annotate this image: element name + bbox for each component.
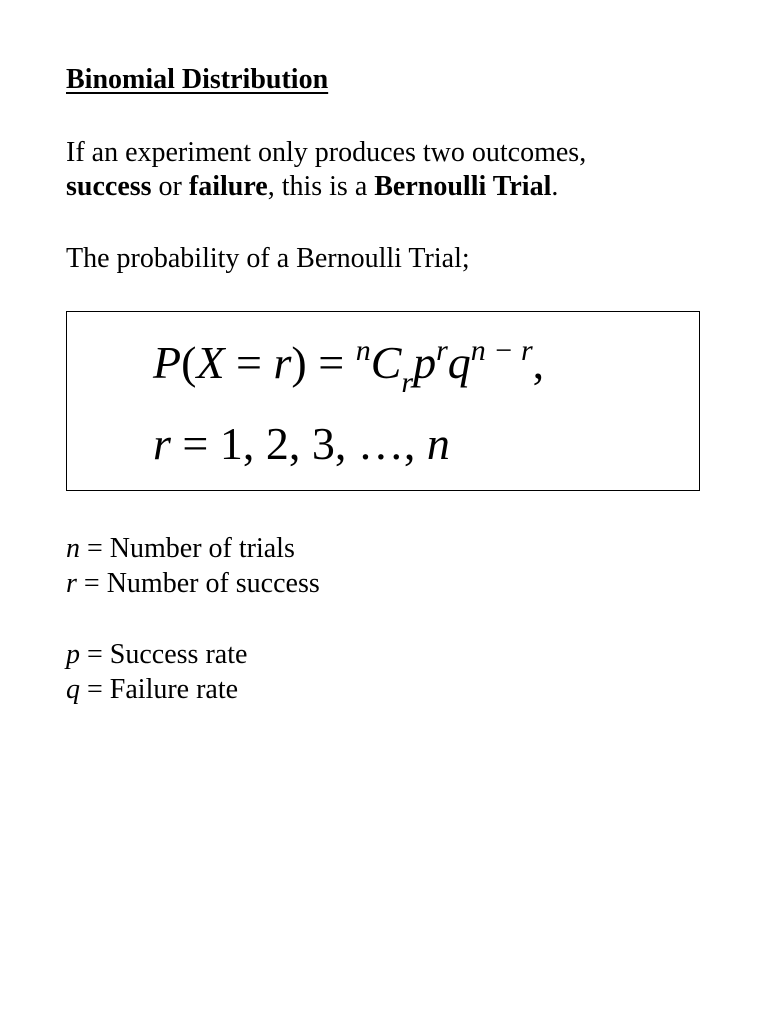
- formula-open-paren: (: [181, 337, 197, 388]
- formula-q: q: [447, 337, 471, 388]
- formula-sup-n-minus-r: n − r: [470, 334, 533, 367]
- formula-c: C: [370, 337, 402, 388]
- definition-symbol: q: [66, 674, 80, 705]
- formula-sub-r: r: [401, 366, 414, 399]
- definition-p: [66, 638, 247, 672]
- range-n: n: [426, 418, 450, 469]
- word-failure: failure: [188, 171, 268, 202]
- intro-end: .: [551, 171, 559, 202]
- formula-x: X: [196, 337, 225, 388]
- word-success: success: [66, 171, 152, 202]
- definition-text: = Number of trials: [80, 533, 295, 564]
- formula-eq: =: [306, 337, 356, 388]
- formula-p: P: [153, 337, 182, 388]
- intro-line1: If an experiment only produces two outcomes,: [66, 137, 587, 168]
- page-title: Binomial Distribution: [66, 64, 329, 95]
- definition-symbol: p: [66, 639, 80, 670]
- formula-close-paren: ): [291, 337, 307, 388]
- formula-p-rate: p: [413, 337, 437, 388]
- formula-comma: ,: [532, 337, 545, 388]
- formula-box: [66, 311, 700, 491]
- definition-q: [66, 673, 238, 707]
- formula-r: r: [273, 337, 292, 388]
- intro-mid-text: , this is a: [267, 171, 375, 202]
- probability-intro: The probability of a Bernoulli Trial;: [66, 243, 470, 274]
- intro-paragraph: [66, 136, 586, 204]
- definition-text: = Failure rate: [80, 674, 239, 705]
- range-values: = 1, 2, 3, …,: [170, 418, 427, 469]
- binomial-formula: [153, 334, 544, 400]
- definition-text: = Number of success: [76, 568, 320, 599]
- formula-inner-eq: =: [224, 337, 274, 388]
- definition-symbol: r: [66, 568, 77, 599]
- definition-n: [66, 532, 295, 566]
- definition-symbol: n: [66, 533, 80, 564]
- range-r: r: [153, 418, 171, 469]
- definition-text: = Success rate: [80, 639, 248, 670]
- definition-r: [66, 567, 320, 601]
- term-bernoulli-trial: Bernoulli Trial: [374, 171, 552, 202]
- formula-sup-r: r: [436, 334, 448, 367]
- formula-sup-n: n: [355, 334, 371, 367]
- range-formula: [153, 417, 450, 470]
- word-or: or: [151, 171, 189, 202]
